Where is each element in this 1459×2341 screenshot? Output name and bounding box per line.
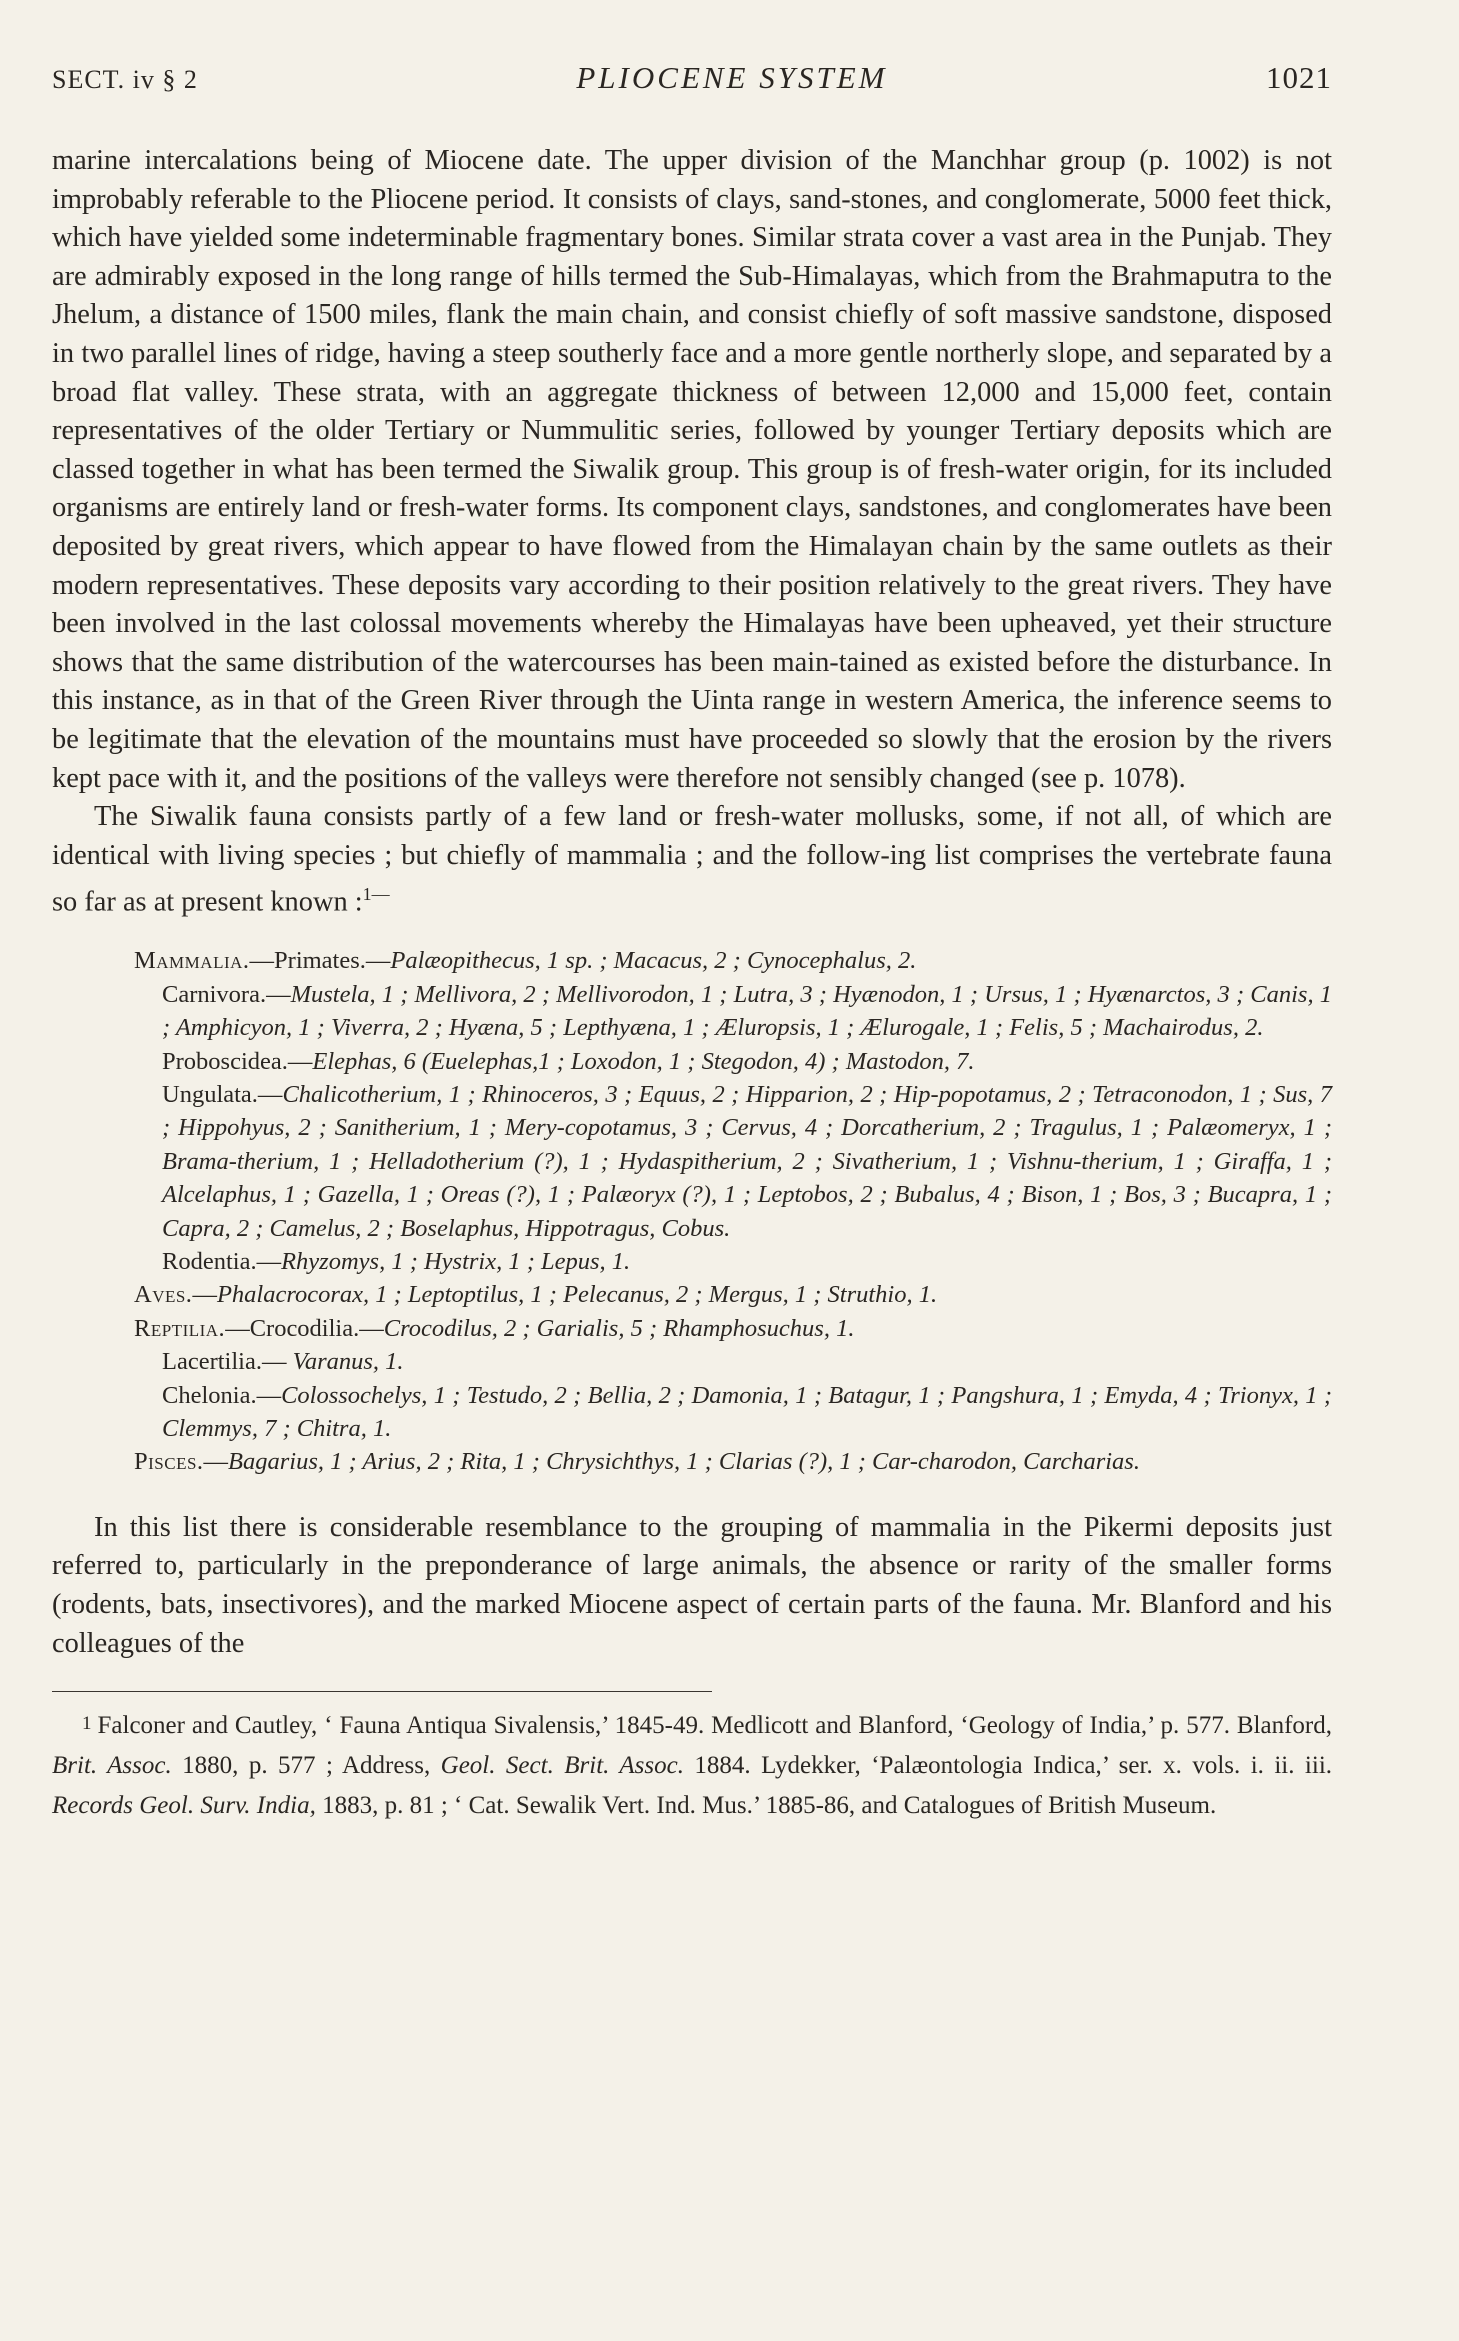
genera-list: Palæopithecus, 1 sp. ; Macacus, 2 ; Cynocephalus, 2.	[390, 947, 917, 975]
book-page	[52, 60, 1332, 1826]
footnote-citation: Brit. Assoc.	[52, 1752, 172, 1780]
paragraph-2	[52, 798, 1332, 922]
footnote-reference: 1—	[362, 884, 390, 905]
class-label: Reptilia.	[134, 1314, 226, 1342]
group-label: —	[203, 1448, 229, 1476]
fauna-entry	[134, 1345, 1332, 1378]
footnote-text: Falconer and Cautley, ‘ Fauna Antiqua Sivalensis,’ 1845-49. Medlicott and Blanford, ‘Geology of India,’ p. 577. Blanford,	[97, 1712, 1332, 1740]
group-label: —Primates.—	[249, 947, 391, 975]
footnote-text: 1880, p. 577 ; Address,	[171, 1752, 441, 1780]
footnote-text: 1884. Lydekker, ‘Palæontologia Indica,’ ser. x. vols. i. ii. iii.	[683, 1752, 1333, 1780]
fauna-entry	[134, 1445, 1332, 1478]
group-label: Proboscidea.—	[162, 1047, 313, 1075]
genera-list: Mustela, 1 ; Mellivora, 2 ; Mellivorodon, 1 ; Lutra, 3 ; Hyænodon, 1 ; Ursus, 1 ; Hyænarctos, 3 ; Canis, 1 ; Amphicyon, 1 ; Viverra, 2 ; Hyæna, 5 ; Lepthyæna, 1 ; Æluropsis, 1 ; Ælurogale, 1 ; Felis, 5 ; Machairodus, 2.	[162, 980, 1332, 1042]
section-label: SECT. iv § 2	[52, 65, 198, 94]
footnote-mark: 1	[82, 1713, 92, 1735]
genera-list: Chalicotherium, 1 ; Rhinoceros, 3 ; Equus, 2 ; Hipparion, 2 ; Hip-popotamus, 2 ; Tetraconodon, 1 ; Sus, 7 ; Hippohyus, 2 ; Sanitherium, 1 ; Mery-copotamus, 3 ; Cervus, 4 ; Dorcatherium, 2 ; Tragulus, 1 ; Palæomeryx, 1 ; Brama-therium, 1 ; Helladotherium (?), 1 ; Hydaspitherium, 2 ; Sivatherium, 1 ; Vishnu-therium, 1 ; Giraffa, 1 ; Alcelaphus, 1 ; Gazella, 1 ; Oreas (?), 1 ; Palæoryx (?), 1 ; Leptobos, 2 ; Bubalus, 4 ; Bison, 1 ; Bos, 3 ; Bucapra, 1 ; Capra, 2 ; Camelus, 2 ; Boselaphus, Hippotragus, Cobus.	[162, 1080, 1332, 1242]
genera-list: Phalacrocorax, 1 ; Leptoptilus, 1 ; Pelecanus, 2 ; Mergus, 1 ; Struthio, 1.	[216, 1281, 938, 1309]
footnote-text: 1883, p. 81 ; ‘ Cat. Sewalik Vert. Ind. Mus.’ 1885-86, and Catalogues of British Museum.	[315, 1792, 1217, 1820]
fauna-entry	[134, 1379, 1332, 1446]
paragraph-2-text: The Siwalik fauna consists partly of a few land or fresh-water mollusks, some, if not all, of which are identical with living species ; but chiefly of mammalia ; and the follow-ing list comprises the vertebrate fauna so far as at present known :	[52, 801, 1332, 918]
group-label: Lacertilia.—	[162, 1348, 293, 1376]
body-text	[52, 142, 1332, 922]
fauna-entry	[134, 1278, 1332, 1311]
genera-list: Crocodilus, 2 ; Garialis, 5 ; Rhamphosuchus, 1.	[383, 1314, 855, 1342]
page-title: PLIOCENE SYSTEM	[576, 60, 888, 95]
class-label: Aves.	[134, 1281, 193, 1309]
footnote	[52, 1704, 1332, 1826]
group-label: Rodentia.—	[162, 1248, 282, 1275]
footnote-divider	[52, 1691, 712, 1692]
genera-list: Varanus, 1.	[292, 1348, 404, 1376]
group-label: Carnivora.—	[162, 980, 291, 1008]
paragraph-3: In this list there is considerable resemblance to the grouping of mammalia in the Pikermi deposits just referred to, particularly in the preponderance of large animals, the absence or rarity of the smaller forms (rodents, bats, insectivores), and the marked Miocene aspect of certain parts of the fauna. Mr. Blanford and his colleagues of the	[52, 1511, 1332, 1659]
fauna-entry	[134, 1312, 1332, 1345]
paragraph-1: marine intercalations being of Miocene date. The upper division of the Manchhar group (p. 1002) is not improbably referable to the Pliocene period. It consists of clays, sand-stones, and conglomerate, 5000 feet thick, which have yielded some indeterminable fragmentary bones. Similar strata cover a vast area in the Punjab. They are admirably exposed in the long range of hills termed the Sub-Himalayas, which from the Brahmaputra to the Jhelum, a distance of 1500 miles, flank the main chain, and consist chiefly of soft massive sandstone, disposed in two parallel lines of ridge, having a steep southerly face and a more gentle northerly slope, and separated by a broad flat valley. These strata, with an aggregate thickness of between 12,000 and 15,000 feet, contain representatives of the older Tertiary or Nummulitic series, followed by younger Tertiary deposits which are classed together in what has been termed the Siwalik group. This group is of fresh-water origin, for its included organisms are entirely land or fresh-water forms. Its component clays, sandstones, and conglomerates have been deposited by great rivers, which appear to have flowed from the Himalayan chain by the same outlets as their modern representatives. These deposits vary according to their position relatively to the great rivers. They have been involved in the last colossal movements whereby the Himalayas have been upheaved, yet their structure shows that the same distribution of the watercourses has been main-tained as existed before the disturbance. In this instance, as in that of the Green River through the Uinta range in western America, the inference seems to be legitimate that the elevation of the mountains must have proceeded so slowly that the erosion by the rivers kept pace with it, and the positions of the valleys were therefore not sensibly changed (see p. 1078).	[52, 145, 1332, 794]
fauna-entry	[134, 1245, 1332, 1278]
fauna-entry	[134, 1045, 1332, 1078]
genera-list: Colossochelys, 1 ; Testudo, 2 ; Bellia, 2 ; Damonia, 1 ; Batagur, 1 ; Pangshura, 1 ; Emyda, 4 ; Trionyx, 1 ; Clemmys, 7 ; Chitra, 1.	[162, 1381, 1332, 1443]
group-label: Ungulata.—	[162, 1080, 283, 1108]
running-header	[52, 60, 1332, 96]
fauna-entry	[134, 1078, 1332, 1245]
fauna-entry	[134, 978, 1332, 1045]
footnote-citation: Records Geol. Surv. India,	[52, 1792, 316, 1820]
genera-list: Rhyzomys, 1 ; Hystrix, 1 ; Lepus, 1.	[281, 1248, 631, 1275]
group-label: —Crocodilia.—	[225, 1314, 384, 1342]
page-number: 1021	[1266, 60, 1332, 95]
fauna-list	[134, 944, 1332, 1479]
class-label: Pisces.	[134, 1448, 204, 1476]
footnote-citation: Geol. Sect. Brit. Assoc.	[440, 1752, 684, 1780]
fauna-entry	[134, 944, 1332, 977]
genera-list: Elephas, 6 (Euelephas,1 ; Loxodon, 1 ; Stegodon, 4) ; Mastodon, 7.	[312, 1047, 975, 1075]
group-label: —	[192, 1281, 217, 1309]
group-label: Chelonia.—	[162, 1381, 282, 1409]
class-label: Mammalia.	[134, 947, 250, 975]
genera-list: Bagarius, 1 ; Arius, 2 ; Rita, 1 ; Chrysichthys, 1 ; Clarias (?), 1 ; Car-charodon, Carcharias.	[228, 1448, 1140, 1476]
